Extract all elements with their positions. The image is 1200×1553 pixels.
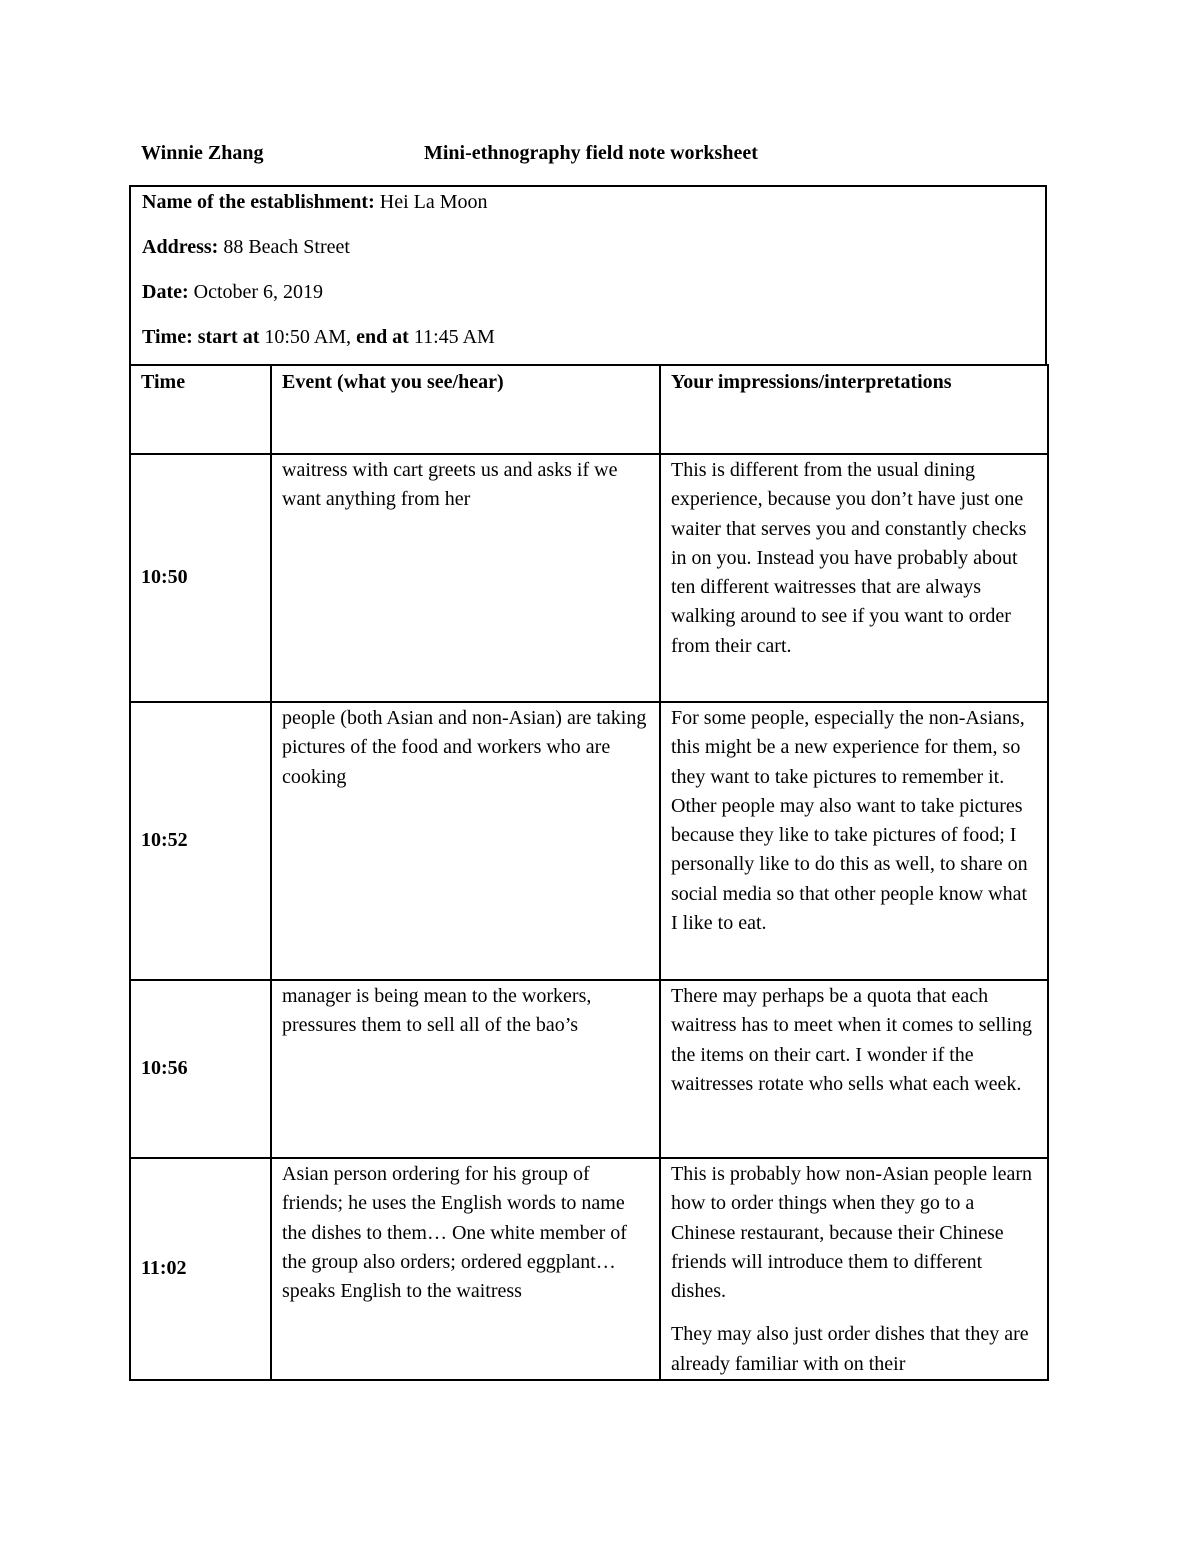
- establishment-line: [142, 191, 488, 214]
- row-time: 10:52: [130, 702, 271, 980]
- time-label: Time:: [142, 326, 193, 348]
- row-impression-text: This is different from the usual dining experience, because you don’t have just one waiter that serves you and constantly checks in on you. Instead you have probably about ten different waitresses that are always walking around to see if you want to order from their cart.: [671, 459, 1027, 657]
- row-event-text: people (both Asian and non-Asian) are taking pictures of the food and workers who are cooking: [282, 707, 647, 788]
- page-header: [141, 142, 1041, 172]
- address-line: [142, 236, 350, 259]
- row-impression-clip: [671, 1159, 1037, 1379]
- document-title: Mini-ethnography field note worksheet: [424, 142, 758, 164]
- row-impression-text: This is probably how non-Asian people learn how to order things when they go to a Chinese restaurant, because their Chinese friends will introduce them to different dishes.: [671, 1163, 1033, 1303]
- table-row: [130, 980, 1048, 1158]
- start-label: start at: [197, 326, 260, 348]
- author-name: Winnie Zhang: [141, 142, 264, 164]
- date-label: Date:: [142, 281, 189, 303]
- row-event: [271, 454, 660, 702]
- row-event: [271, 980, 660, 1158]
- time-line: [142, 326, 495, 349]
- row-event-text: waitress with cart greets us and asks if we want anything from her: [282, 459, 618, 511]
- row-event-text: manager is being mean to the workers, pressures them to sell all of the bao’s: [282, 985, 592, 1037]
- row-event: [271, 1158, 660, 1380]
- row-impression: [660, 980, 1048, 1158]
- establishment-value: Hei La Moon: [379, 191, 488, 213]
- establishment-label: Name of the establishment:: [142, 191, 375, 213]
- table-row: [130, 454, 1048, 702]
- table-header-row: [130, 365, 1048, 454]
- address-label: Address:: [142, 236, 219, 258]
- row-impression: [660, 1158, 1048, 1380]
- row-impression: [660, 702, 1048, 980]
- column-header-time: Time: [130, 365, 271, 454]
- table-row: [130, 702, 1048, 980]
- date-line: [142, 281, 323, 304]
- address-value: 88 Beach Street: [223, 236, 350, 258]
- row-impression-text: There may perhaps be a quota that each waitress has to meet when it comes to selling the items on their cart. I wonder if the waitresses rotate who sells what each week.: [671, 985, 1033, 1095]
- row-impression: [660, 454, 1048, 702]
- row-event: [271, 702, 660, 980]
- end-label: end at: [356, 326, 409, 348]
- row-impression-text: For some people, especially the non-Asians, this might be a new experience for them, so they want to take pictures to remember it. Other people may also want to take pictures because they like to take pictures of food; I personally like to do this as well, to share on social media so that other people know what I like to eat.: [671, 707, 1028, 935]
- start-value: 10:50 AM,: [264, 326, 352, 348]
- row-time: 11:02: [130, 1158, 271, 1380]
- row-event-text: Asian person ordering for his group of friends; he uses the English words to name the dishes to them… One white member of the group also orders; ordered eggplant… speaks English to the waitress: [282, 1163, 627, 1303]
- row-impression-text: They may also just order dishes that they are already familiar with on their: [671, 1323, 1029, 1375]
- field-notes-table: [129, 364, 1049, 1381]
- row-time: 10:56: [130, 980, 271, 1158]
- date-value: October 6, 2019: [193, 281, 324, 303]
- column-header-event: Event (what you see/hear): [271, 365, 660, 454]
- table-row: [130, 1158, 1048, 1380]
- row-time: 10:50: [130, 454, 271, 702]
- establishment-info: [129, 185, 1047, 365]
- column-header-impressions: Your impressions/interpretations: [660, 365, 1048, 454]
- end-value: 11:45 AM: [413, 326, 495, 348]
